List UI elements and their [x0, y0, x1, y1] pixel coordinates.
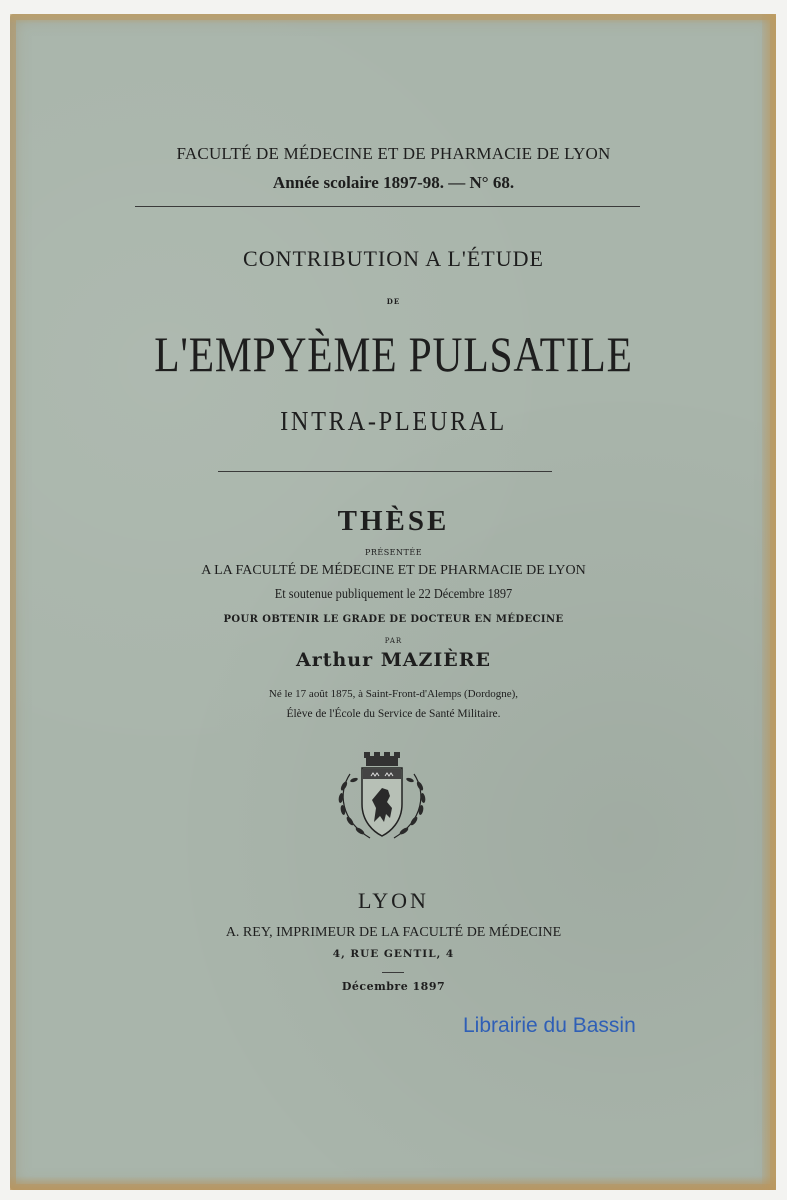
- defense-date-line: Et soutenue publiquement le 22 Décembre 1897: [274, 587, 513, 602]
- birth-line: Né le 17 août 1875, à Saint-Front-d'Alemps (Dordogne),: [268, 688, 519, 700]
- cover-edge-top: [10, 14, 776, 24]
- faculty-header: FACULTÉ DE MÉDECINE ET DE PHARMACIE DE LYON: [176, 144, 611, 163]
- student-line: Élève de l'École du Service de Santé Militaire.: [286, 708, 501, 720]
- header-divider: [135, 206, 640, 207]
- city-name: LYON: [358, 888, 429, 913]
- contribution-line: CONTRIBUTION A L'ÉTUDE: [243, 246, 544, 271]
- author-name: Arthur MAZIÈRE: [295, 649, 492, 671]
- title-divider: [218, 471, 552, 472]
- main-title: L'EMPYÈME PULSATILE: [154, 326, 633, 382]
- printer-address: 4, RUE GENTIL, 4: [332, 948, 455, 960]
- presentee-line: PRÉSENTÉE: [364, 548, 423, 557]
- de-word: DE: [386, 297, 401, 306]
- par-word: PAR: [384, 637, 403, 645]
- school-year: Année scolaire 1897-98. — N° 68.: [272, 173, 515, 192]
- bookseller-watermark: Librairie du Bassin: [463, 1014, 636, 1037]
- subtitle: INTRA-PLEURAL: [280, 406, 507, 436]
- these-heading: THÈSE: [337, 505, 450, 537]
- degree-line: POUR OBTENIR LE GRADE DE DOCTEUR EN MÉDECINE: [223, 614, 564, 625]
- lyon-coat-of-arms-icon: [330, 752, 434, 848]
- date-divider: [382, 972, 404, 973]
- publication-date: Décembre 1897: [341, 980, 446, 993]
- cover-edge-bottom: [10, 1176, 776, 1190]
- faculty-line: A LA FACULTÉ DE MÉDECINE ET DE PHARMACIE DE LYON: [201, 563, 586, 578]
- printer-line: A. REY, IMPRIMEUR DE LA FACULTÉ DE MÉDECINE: [225, 925, 562, 940]
